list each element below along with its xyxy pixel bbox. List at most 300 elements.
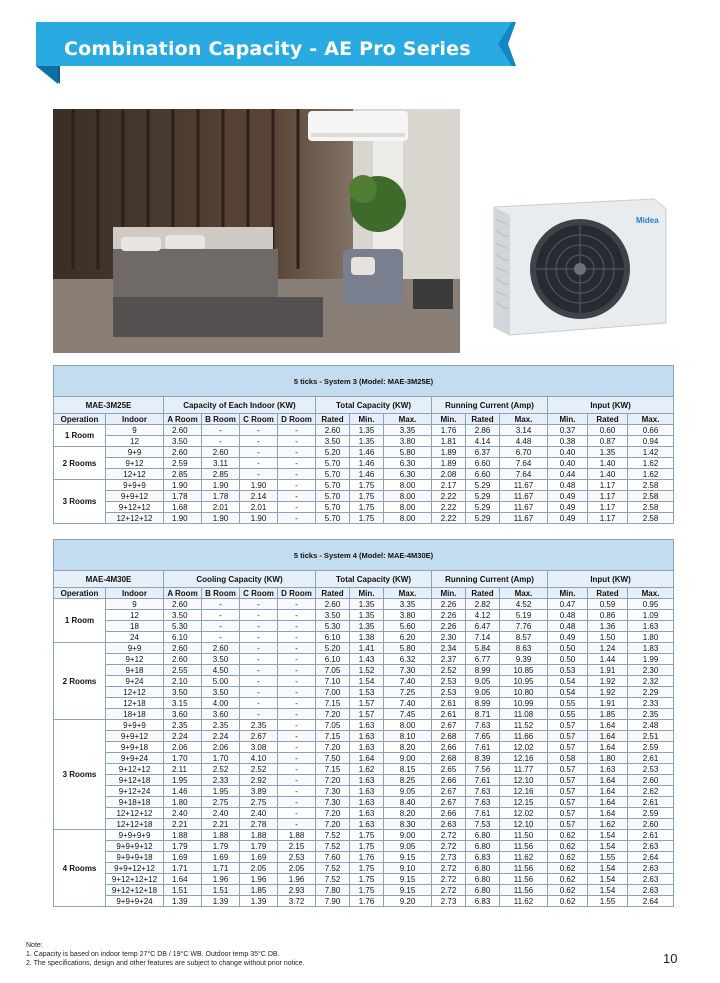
column-header: Min.: [548, 414, 588, 425]
value-cell: 2.68: [432, 731, 466, 742]
value-cell: 2.34: [432, 643, 466, 654]
value-cell: 4.10: [240, 753, 278, 764]
value-cell: 3.11: [202, 458, 240, 469]
value-cell: -: [240, 469, 278, 480]
value-cell: 1.91: [588, 698, 628, 709]
value-cell: 7.52: [316, 830, 350, 841]
value-cell: 7.63: [466, 786, 500, 797]
value-cell: 2.60: [316, 599, 350, 610]
value-cell: 1.85: [588, 709, 628, 720]
value-cell: 9.05: [384, 786, 432, 797]
value-cell: -: [240, 676, 278, 687]
value-cell: 7.05: [316, 665, 350, 676]
indoor-combo-cell: 9+9+12: [106, 731, 164, 742]
value-cell: 1.91: [588, 665, 628, 676]
value-cell: -: [278, 665, 316, 676]
value-cell: 1.09: [628, 610, 674, 621]
value-cell: 2.53: [628, 764, 674, 775]
value-cell: 0.86: [588, 610, 628, 621]
value-cell: 1.46: [164, 786, 202, 797]
value-cell: 2.24: [164, 731, 202, 742]
value-cell: 0.57: [548, 742, 588, 753]
value-cell: 2.30: [628, 665, 674, 676]
note-heading: Note:: [26, 942, 43, 949]
value-cell: 1.17: [588, 513, 628, 524]
running-current-header: Running Current (Amp): [432, 397, 548, 414]
value-cell: 7.15: [316, 764, 350, 775]
value-cell: 1.64: [350, 753, 384, 764]
indoor-combo-cell: 24: [106, 632, 164, 643]
table-caption: 5 ticks - System 3 (Model: MAE-3M25E): [54, 366, 674, 397]
value-cell: -: [240, 436, 278, 447]
value-cell: -: [278, 436, 316, 447]
value-cell: 2.11: [164, 764, 202, 775]
value-cell: 1.90: [202, 513, 240, 524]
value-cell: 1.96: [240, 874, 278, 885]
value-cell: 11.67: [500, 502, 548, 513]
value-cell: 2.59: [628, 742, 674, 753]
value-cell: 2.73: [432, 852, 466, 863]
value-cell: 1.76: [350, 896, 384, 907]
value-cell: 1.35: [350, 599, 384, 610]
value-cell: 12.10: [500, 819, 548, 830]
indoor-combo-cell: 9+9+12: [106, 491, 164, 502]
value-cell: 7.56: [466, 764, 500, 775]
indoor-combo-cell: 9+9+9+9: [106, 830, 164, 841]
value-cell: 7.20: [316, 775, 350, 786]
value-cell: 9.05: [466, 687, 500, 698]
value-cell: 1.75: [350, 863, 384, 874]
value-cell: -: [278, 469, 316, 480]
value-cell: 1.46: [350, 458, 384, 469]
value-cell: 7.15: [316, 698, 350, 709]
value-cell: 1.64: [164, 874, 202, 885]
value-cell: 0.62: [548, 896, 588, 907]
value-cell: 1.44: [588, 654, 628, 665]
input-header: Input (KW): [548, 397, 674, 414]
value-cell: 1.75: [350, 513, 384, 524]
column-header: B Room: [202, 588, 240, 599]
value-cell: 4.00: [202, 698, 240, 709]
value-cell: 2.35: [202, 720, 240, 731]
value-cell: 1.70: [164, 753, 202, 764]
column-header: Rated: [588, 414, 628, 425]
value-cell: 1.76: [432, 425, 466, 436]
value-cell: 0.62: [548, 885, 588, 896]
value-cell: -: [278, 808, 316, 819]
value-cell: 0.62: [548, 841, 588, 852]
column-header: B Room: [202, 414, 240, 425]
value-cell: 2.17: [432, 480, 466, 491]
value-cell: 3.89: [240, 786, 278, 797]
indoor-combo-cell: 12: [106, 436, 164, 447]
value-cell: 7.63: [466, 797, 500, 808]
value-cell: 0.55: [548, 698, 588, 709]
value-cell: 2.68: [432, 753, 466, 764]
value-cell: 5.70: [316, 491, 350, 502]
value-cell: 1.24: [588, 643, 628, 654]
value-cell: -: [278, 786, 316, 797]
column-header: Min.: [548, 588, 588, 599]
value-cell: 1.75: [350, 502, 384, 513]
value-cell: 9.05: [384, 841, 432, 852]
running-current-header: Running Current (Amp): [432, 571, 548, 588]
value-cell: 3.50: [164, 687, 202, 698]
value-cell: 2.22: [432, 513, 466, 524]
value-cell: 1.69: [202, 852, 240, 863]
value-cell: 2.61: [628, 830, 674, 841]
value-cell: 1.89: [432, 447, 466, 458]
value-cell: 2.40: [164, 808, 202, 819]
value-cell: 1.35: [350, 610, 384, 621]
value-cell: 0.60: [588, 425, 628, 436]
value-cell: 0.66: [628, 425, 674, 436]
value-cell: 2.10: [164, 676, 202, 687]
value-cell: 0.62: [548, 874, 588, 885]
value-cell: 10.95: [500, 676, 548, 687]
value-cell: 8.99: [466, 665, 500, 676]
table-row: [54, 841, 674, 852]
indoor-combo-cell: 9+12+18: [106, 775, 164, 786]
value-cell: -: [202, 425, 240, 436]
value-cell: 7.60: [316, 852, 350, 863]
value-cell: 1.78: [202, 491, 240, 502]
value-cell: 7.52: [316, 874, 350, 885]
value-cell: 11.67: [500, 491, 548, 502]
table-row: [54, 786, 674, 797]
value-cell: 8.57: [500, 632, 548, 643]
value-cell: 0.57: [548, 720, 588, 731]
value-cell: 8.39: [466, 753, 500, 764]
value-cell: 7.00: [316, 687, 350, 698]
value-cell: 1.46: [350, 447, 384, 458]
value-cell: 2.67: [432, 720, 466, 731]
value-cell: 11.77: [500, 764, 548, 775]
value-cell: 0.49: [548, 491, 588, 502]
value-cell: 1.89: [432, 458, 466, 469]
value-cell: 5.29: [466, 502, 500, 513]
value-cell: -: [240, 610, 278, 621]
value-cell: 2.51: [628, 731, 674, 742]
value-cell: 1.69: [164, 852, 202, 863]
value-cell: 7.53: [466, 819, 500, 830]
value-cell: 1.92: [588, 687, 628, 698]
value-cell: 2.65: [432, 764, 466, 775]
value-cell: 1.63: [350, 720, 384, 731]
value-cell: 1.39: [164, 896, 202, 907]
table-row: [54, 775, 674, 786]
indoor-combo-cell: 9+12+12: [106, 764, 164, 775]
value-cell: 7.50: [316, 753, 350, 764]
value-cell: 5.70: [316, 502, 350, 513]
value-cell: 6.70: [500, 447, 548, 458]
value-cell: 1.62: [350, 764, 384, 775]
value-cell: 7.14: [466, 632, 500, 643]
value-cell: 1.35: [350, 621, 384, 632]
value-cell: -: [240, 665, 278, 676]
value-cell: 2.72: [432, 885, 466, 896]
value-cell: 2.35: [240, 720, 278, 731]
table-row: [54, 480, 674, 491]
value-cell: 2.33: [628, 698, 674, 709]
value-cell: 2.58: [628, 491, 674, 502]
value-cell: 11.52: [500, 720, 548, 731]
column-header: Rated: [316, 414, 350, 425]
value-cell: 7.10: [316, 676, 350, 687]
column-header: Min.: [432, 588, 466, 599]
value-cell: 6.80: [466, 841, 500, 852]
value-cell: 5.29: [466, 513, 500, 524]
value-cell: 1.54: [588, 863, 628, 874]
value-cell: 2.64: [628, 896, 674, 907]
value-cell: 2.05: [240, 863, 278, 874]
indoor-combo-cell: 9: [106, 425, 164, 436]
column-header: Min.: [432, 414, 466, 425]
value-cell: 2.59: [164, 458, 202, 469]
input-header: Input (KW): [548, 571, 674, 588]
value-cell: 0.50: [548, 643, 588, 654]
table-row: [54, 458, 674, 469]
value-cell: -: [278, 599, 316, 610]
table-row: [54, 425, 674, 436]
indoor-combo-cell: 18+18: [106, 709, 164, 720]
value-cell: -: [278, 764, 316, 775]
value-cell: -: [240, 599, 278, 610]
value-cell: 2.29: [628, 687, 674, 698]
value-cell: 6.10: [316, 632, 350, 643]
value-cell: 1.50: [588, 632, 628, 643]
operation-cell: 1 Room: [54, 599, 106, 643]
value-cell: 1.63: [628, 621, 674, 632]
value-cell: -: [240, 447, 278, 458]
value-cell: 1.80: [628, 632, 674, 643]
value-cell: 3.60: [202, 709, 240, 720]
value-cell: 7.25: [384, 687, 432, 698]
value-cell: 0.48: [548, 610, 588, 621]
value-cell: 2.61: [628, 753, 674, 764]
indoor-combo-cell: 9+9+9: [106, 480, 164, 491]
value-cell: 2.60: [628, 775, 674, 786]
operation-cell: 3 Rooms: [54, 720, 106, 830]
column-header: Operation: [54, 588, 106, 599]
value-cell: 1.71: [202, 863, 240, 874]
indoor-combo-cell: 9+12+12+18: [106, 885, 164, 896]
value-cell: 6.37: [466, 447, 500, 458]
outdoor-unit-image: [470, 195, 682, 345]
value-cell: 1.57: [350, 709, 384, 720]
value-cell: 2.60: [164, 447, 202, 458]
value-cell: 2.60: [202, 447, 240, 458]
value-cell: -: [278, 753, 316, 764]
value-cell: 0.40: [548, 458, 588, 469]
page-number: 10: [663, 951, 678, 966]
value-cell: 2.85: [164, 469, 202, 480]
value-cell: 12.16: [500, 786, 548, 797]
table-row: [54, 687, 674, 698]
value-cell: 7.20: [316, 808, 350, 819]
value-cell: 2.75: [240, 797, 278, 808]
value-cell: 1.63: [350, 808, 384, 819]
value-cell: 2.15: [278, 841, 316, 852]
value-cell: 1.75: [350, 480, 384, 491]
indoor-combo-cell: 12+12: [106, 687, 164, 698]
value-cell: 7.40: [384, 676, 432, 687]
value-cell: 2.48: [628, 720, 674, 731]
value-cell: 0.59: [588, 599, 628, 610]
value-cell: 7.30: [384, 665, 432, 676]
value-cell: 6.47: [466, 621, 500, 632]
value-cell: 3.08: [240, 742, 278, 753]
value-cell: 2.72: [432, 841, 466, 852]
value-cell: 5.80: [384, 643, 432, 654]
value-cell: -: [240, 687, 278, 698]
value-cell: 1.85: [240, 885, 278, 896]
value-cell: 7.05: [316, 720, 350, 731]
value-cell: 5.29: [466, 491, 500, 502]
value-cell: -: [202, 621, 240, 632]
value-cell: 1.80: [588, 753, 628, 764]
value-cell: 9.00: [384, 830, 432, 841]
capacity-header: Capacity of Each Indoor (KW): [164, 397, 316, 414]
value-cell: 3.35: [384, 599, 432, 610]
value-cell: 1.51: [164, 885, 202, 896]
value-cell: 1.75: [350, 841, 384, 852]
value-cell: 1.71: [164, 863, 202, 874]
table-row: [54, 502, 674, 513]
table-row: [54, 863, 674, 874]
value-cell: 0.37: [548, 425, 588, 436]
table-row: [54, 874, 674, 885]
value-cell: 2.35: [164, 720, 202, 731]
value-cell: 1.99: [628, 654, 674, 665]
value-cell: 9.39: [500, 654, 548, 665]
value-cell: 8.00: [384, 480, 432, 491]
indoor-combo-cell: 9+12: [106, 458, 164, 469]
value-cell: -: [278, 610, 316, 621]
value-cell: 8.20: [384, 742, 432, 753]
value-cell: 2.63: [628, 863, 674, 874]
value-cell: 1.64: [588, 742, 628, 753]
value-cell: -: [278, 698, 316, 709]
value-cell: 1.35: [350, 425, 384, 436]
value-cell: 1.54: [588, 885, 628, 896]
value-cell: 5.70: [316, 458, 350, 469]
value-cell: 1.54: [588, 874, 628, 885]
column-header: Rated: [588, 588, 628, 599]
value-cell: 2.63: [628, 885, 674, 896]
value-cell: 3.35: [384, 425, 432, 436]
value-cell: 7.52: [316, 863, 350, 874]
total-capacity-header: Total Capacity (KW): [316, 397, 432, 414]
value-cell: 1.35: [350, 436, 384, 447]
value-cell: 0.58: [548, 753, 588, 764]
value-cell: 1.55: [588, 896, 628, 907]
value-cell: 1.54: [350, 676, 384, 687]
value-cell: 1.79: [164, 841, 202, 852]
table-row: [54, 599, 674, 610]
value-cell: -: [278, 654, 316, 665]
table-caption: 5 ticks - System 4 (Model: MAE-4M30E): [54, 540, 674, 571]
value-cell: 0.54: [548, 687, 588, 698]
value-cell: 8.25: [384, 775, 432, 786]
value-cell: 0.49: [548, 632, 588, 643]
value-cell: 2.66: [432, 808, 466, 819]
column-header: A Room: [164, 414, 202, 425]
value-cell: 1.63: [588, 764, 628, 775]
value-cell: 1.81: [432, 436, 466, 447]
value-cell: 2.60: [164, 643, 202, 654]
operation-cell: 2 Rooms: [54, 643, 106, 720]
value-cell: 6.10: [316, 654, 350, 665]
table-row: [54, 643, 674, 654]
value-cell: 8.15: [384, 764, 432, 775]
value-cell: 1.92: [588, 676, 628, 687]
value-cell: 12.15: [500, 797, 548, 808]
table-row: [54, 610, 674, 621]
column-header: C Room: [240, 588, 278, 599]
value-cell: 2.66: [432, 742, 466, 753]
indoor-combo-cell: 9+12+12+12: [106, 874, 164, 885]
indoor-combo-cell: 12+12: [106, 469, 164, 480]
value-cell: -: [240, 458, 278, 469]
table-row: [54, 654, 674, 665]
value-cell: 2.60: [164, 599, 202, 610]
value-cell: 1.55: [588, 852, 628, 863]
value-cell: 1.90: [202, 480, 240, 491]
value-cell: -: [278, 643, 316, 654]
value-cell: 0.62: [548, 863, 588, 874]
value-cell: 0.57: [548, 775, 588, 786]
value-cell: 2.37: [432, 654, 466, 665]
value-cell: 0.57: [548, 764, 588, 775]
value-cell: 1.52: [350, 665, 384, 676]
value-cell: 1.40: [588, 469, 628, 480]
value-cell: 2.53: [432, 676, 466, 687]
value-cell: -: [278, 502, 316, 513]
value-cell: 7.80: [316, 885, 350, 896]
value-cell: 11.67: [500, 513, 548, 524]
value-cell: 11.66: [500, 731, 548, 742]
value-cell: 1.64: [588, 720, 628, 731]
value-cell: 6.83: [466, 852, 500, 863]
value-cell: 2.66: [432, 775, 466, 786]
page-title: Combination Capacity - AE Pro Series: [64, 38, 471, 60]
table-row: [54, 513, 674, 524]
value-cell: -: [278, 447, 316, 458]
value-cell: 1.43: [350, 654, 384, 665]
value-cell: 1.63: [350, 742, 384, 753]
value-cell: 2.92: [240, 775, 278, 786]
footnote: [26, 941, 304, 968]
value-cell: 1.63: [350, 786, 384, 797]
value-cell: 8.20: [384, 808, 432, 819]
value-cell: -: [278, 425, 316, 436]
value-cell: 8.99: [466, 698, 500, 709]
value-cell: 5.84: [466, 643, 500, 654]
note-line: 1. Capacity is based on indoor temp 27°C DB / 19°C WB. Outdoor temp 35°C DB.: [26, 951, 280, 958]
value-cell: 8.63: [500, 643, 548, 654]
value-cell: 4.48: [500, 436, 548, 447]
indoor-combo-cell: 9+18: [106, 665, 164, 676]
value-cell: 10.99: [500, 698, 548, 709]
indoor-combo-cell: 12+12+18: [106, 819, 164, 830]
value-cell: 0.50: [548, 654, 588, 665]
value-cell: 2.72: [432, 863, 466, 874]
value-cell: 10.85: [500, 665, 548, 676]
value-cell: 0.62: [548, 852, 588, 863]
value-cell: -: [240, 425, 278, 436]
value-cell: 2.61: [432, 709, 466, 720]
